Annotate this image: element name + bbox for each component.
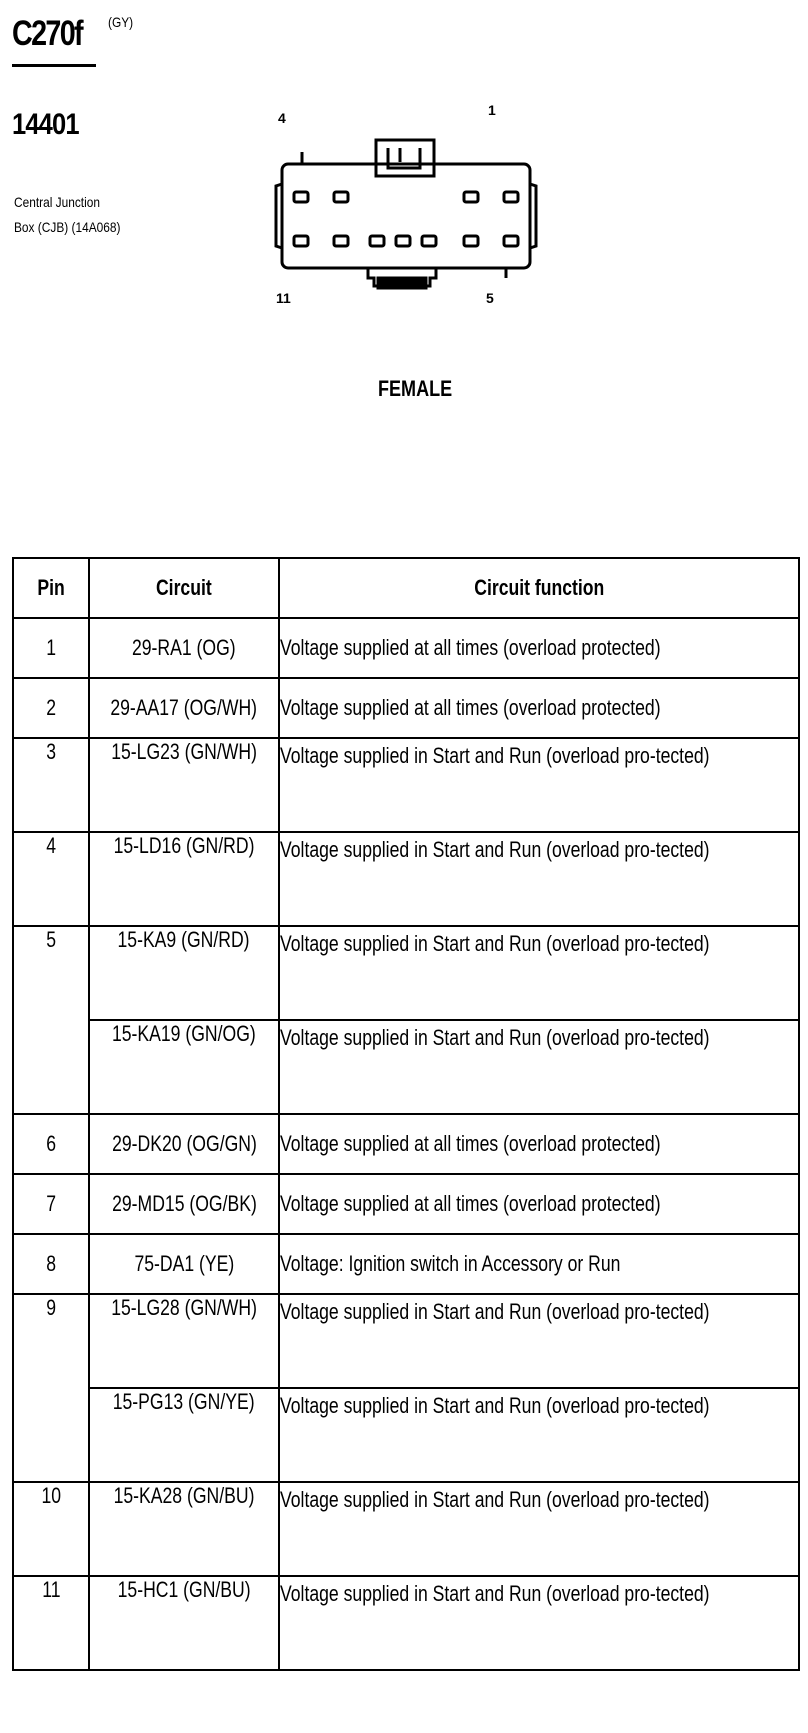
- circuit-cell: 15-PG13 (GN/YE): [89, 1388, 279, 1482]
- pin-label-top-left: 4: [278, 110, 286, 126]
- table-row: [13, 1482, 799, 1576]
- function-cell: Voltage supplied at all times (overload protected): [279, 678, 799, 738]
- pin-cell: 3: [13, 738, 89, 832]
- component-description: [14, 190, 120, 240]
- pin-cell: 9: [13, 1294, 89, 1482]
- header-circuit-function: Circuit function: [279, 558, 799, 618]
- table-row: [13, 618, 799, 678]
- table-row: [13, 1576, 799, 1670]
- table-row: [13, 678, 799, 738]
- table-row: [13, 738, 799, 832]
- pin-cell: 5: [13, 926, 89, 1114]
- header-pin: Pin: [13, 558, 89, 618]
- pin-cell: 2: [13, 678, 89, 738]
- connector-color-code: (GY): [108, 14, 134, 30]
- pin-table: [12, 557, 800, 1671]
- circuit-cell: 29-MD15 (OG/BK): [89, 1174, 279, 1234]
- pin-cell: 6: [13, 1114, 89, 1174]
- function-cell: Voltage supplied in Start and Run (overload pro-tected): [279, 1388, 799, 1482]
- table-row: [13, 1234, 799, 1294]
- circuit-cell: 29-AA17 (OG/WH): [89, 678, 279, 738]
- table-header-row: [13, 558, 799, 618]
- function-cell: Voltage: Ignition switch in Accessory or Run: [279, 1234, 799, 1294]
- function-cell: Voltage supplied in Start and Run (overload pro-tected): [279, 738, 799, 832]
- table-row: [13, 926, 799, 1020]
- pin-cell: 1: [13, 618, 89, 678]
- title-underline: [12, 64, 96, 67]
- part-number: 14401: [12, 108, 79, 141]
- connector-title: [12, 14, 97, 54]
- pin-label-bottom-right: 5: [486, 290, 494, 306]
- connector-gender-label: FEMALE: [378, 376, 453, 401]
- pin-label-bottom-left: 11: [276, 290, 291, 306]
- function-cell: Voltage supplied in Start and Run (overload pro-tected): [279, 1576, 799, 1670]
- function-cell: Voltage supplied at all times (overload protected): [279, 618, 799, 678]
- circuit-cell: 15-LD16 (GN/RD): [89, 832, 279, 926]
- function-cell: Voltage supplied in Start and Run (overload pro-tected): [279, 1482, 799, 1576]
- function-cell: Voltage supplied in Start and Run (overload pro-tected): [279, 1020, 799, 1114]
- pin-cell: 10: [13, 1482, 89, 1576]
- pin-cell: 8: [13, 1234, 89, 1294]
- table-row: [13, 1114, 799, 1174]
- circuit-cell: 29-RA1 (OG): [89, 618, 279, 678]
- circuit-cell: 75-DA1 (YE): [89, 1234, 279, 1294]
- table-row: [13, 1294, 799, 1388]
- pin-cell: 4: [13, 832, 89, 926]
- function-cell: Voltage supplied in Start and Run (overload pro-tected): [279, 832, 799, 926]
- pin-cell: 11: [13, 1576, 89, 1670]
- connector-code: C270f: [12, 14, 82, 53]
- circuit-cell: 15-LG23 (GN/WH): [89, 738, 279, 832]
- function-cell: Voltage supplied at all times (overload protected): [279, 1174, 799, 1234]
- circuit-cell: 15-HC1 (GN/BU): [89, 1576, 279, 1670]
- circuit-cell: 15-KA28 (GN/BU): [89, 1482, 279, 1576]
- table-row: [13, 1388, 799, 1482]
- table-row: [13, 1020, 799, 1114]
- description-line-2: Box (CJB) (14A068): [14, 219, 121, 235]
- connector-outline-icon: [250, 128, 550, 348]
- circuit-cell: 15-LG28 (GN/WH): [89, 1294, 279, 1388]
- table-row: [13, 832, 799, 926]
- circuit-cell: 29-DK20 (OG/GN): [89, 1114, 279, 1174]
- table-row: [13, 1174, 799, 1234]
- header-circuit: Circuit: [89, 558, 279, 618]
- circuit-cell: 15-KA19 (GN/OG): [89, 1020, 279, 1114]
- pin-label-top-right: 1: [488, 102, 496, 118]
- pin-cell: 7: [13, 1174, 89, 1234]
- description-line-1: Central Junction: [14, 194, 100, 210]
- function-cell: Voltage supplied in Start and Run (overload pro-tected): [279, 926, 799, 1020]
- circuit-cell: 15-KA9 (GN/RD): [89, 926, 279, 1020]
- function-cell: Voltage supplied in Start and Run (overload pro-tected): [279, 1294, 799, 1388]
- function-cell: Voltage supplied at all times (overload protected): [279, 1114, 799, 1174]
